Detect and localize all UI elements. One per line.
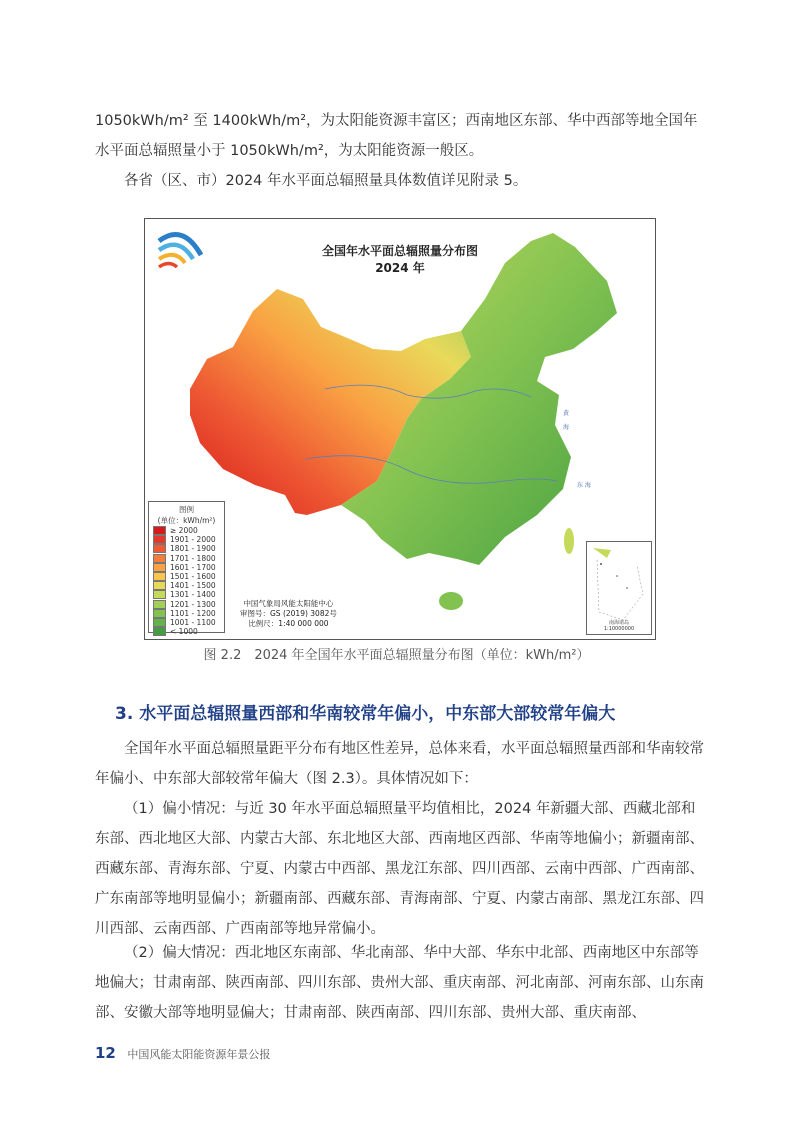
legend-item: [149, 600, 224, 609]
legend-swatch: [153, 618, 166, 627]
section-paragraph-3: （2）偏大情况：西北地区东南部、华北南部、华中大部、华东中北部、西南地区中东部等地偏大；甘肃南部、陕西南部、四川东部、贵州大部、重庆南部、河北南部、河南东部、山东南部、安徽大部等地明显偏大；甘肃南部、陕西南部、四川东部、贵州大部、重庆南部、: [95, 945, 704, 1021]
legend-swatch: [153, 572, 166, 581]
page-footer: [95, 1044, 270, 1062]
legend-label: 1301 - 1400: [170, 590, 216, 600]
svg-text:海: 海: [563, 424, 570, 431]
legend-label: 1401 - 1500: [170, 581, 216, 591]
legend-label: 1101 - 1200: [170, 608, 216, 618]
legend-item: [149, 544, 224, 553]
section-heading: 3. 水平面总辐照量西部和华南较常年偏小，中东部大部较常年偏大: [115, 704, 616, 724]
legend-label: 1001 - 1100: [170, 617, 216, 627]
legend-swatch: [153, 535, 166, 544]
legend-item: [149, 554, 224, 563]
section-paragraph-2: （1）偏小情况：与近 30 年水平面总辐照量平均值相比，2024 年新疆大部、西藏北部和东部、西北地区大部、内蒙古大部、东北地区大部、西南地区西部、华南等地偏小；新疆南部、西藏东部、青海东部、宁夏、内蒙古中西部、黑龙江东部、四川西部、云南中西部、广西南部、广东南部等地明显偏小；新疆南部、西藏东部、青海南部、宁夏、内蒙古南部、黑龙江东部、四川西部、云南西部、广西南部等地异常偏小。: [95, 801, 704, 937]
legend-label: < 1000: [170, 627, 198, 637]
legend-label: 1601 - 1700: [170, 562, 216, 572]
legend-swatch: [153, 590, 166, 599]
page-number: 12: [95, 1044, 116, 1062]
map-credit: [240, 599, 337, 629]
solar-map-figure: [144, 218, 656, 640]
legend-item: [149, 581, 224, 590]
legend-swatch: [153, 563, 166, 572]
legend-item: [149, 618, 224, 627]
legend-label: 1501 - 1600: [170, 572, 216, 582]
map-title: [145, 243, 655, 277]
credit-line1: 中国气象局风能太阳能中心: [243, 599, 334, 608]
legend-item: [149, 627, 224, 636]
legend-item: [149, 535, 224, 544]
legend-item: [149, 590, 224, 599]
legend-label: 1201 - 1300: [170, 599, 216, 609]
legend-swatch: [153, 581, 166, 590]
legend-item: [149, 609, 224, 618]
intro-paragraph-2: 各省（区、市）2024 年水平面总辐照量具体数值详见附录 5。: [124, 173, 528, 189]
legend-swatch: [153, 609, 166, 618]
map-legend: [148, 501, 225, 637]
legend-title: 图例: [179, 505, 194, 514]
inset-label: 南海诸岛: [608, 620, 629, 626]
footer-title: 中国风能太阳能资源年景公报: [127, 1048, 271, 1061]
credit-line2: 审图号：GS (2019) 3082号: [240, 609, 337, 618]
svg-text:东 海: 东 海: [577, 482, 591, 489]
intro-paragraph-1: 1050kWh/m² 至 1400kWh/m²，为太阳能资源丰富区；西南地区东部、华中西部等地全国年水平面总辐照量小于 1050kWh/m²，为太阳能资源一般区。: [95, 113, 698, 159]
legend-swatch: [153, 600, 166, 609]
legend-item: [149, 563, 224, 572]
legend-item: [149, 526, 224, 535]
south-china-sea-inset: [586, 541, 652, 635]
legend-label: 1701 - 1800: [170, 553, 216, 563]
legend-swatch: [153, 554, 166, 563]
legend-item: [149, 572, 224, 581]
inset-scale: 1:10000000: [603, 626, 635, 632]
svg-text:黄: 黄: [563, 410, 570, 417]
legend-label: 1901 - 2000: [170, 535, 216, 545]
map-title-line1: 全国年水平面总辐照量分布图: [321, 244, 478, 258]
legend-swatch: [153, 627, 166, 636]
legend-swatch: [153, 526, 166, 535]
figure-caption: 图 2.2 2024 年全国年水平面总辐照量分布图（单位：kWh/m²）: [203, 648, 590, 663]
legend-swatch: [153, 544, 166, 553]
map-title-line2: 2024 年: [375, 261, 425, 275]
section-paragraph-1: 全国年水平面总辐照量距平分布有地区性差异，总体来看，水平面总辐照量西部和华南较常年偏小、中东部大部较常年偏大（图 2.3）。具体情况如下：: [95, 741, 704, 787]
legend-label: ≥ 2000: [170, 526, 198, 536]
legend-unit: (单位：kWh/m²): [157, 516, 216, 525]
legend-rows: [149, 526, 224, 636]
legend-label: 1801 - 1900: [170, 544, 216, 554]
credit-line3: 比例尺：1:40 000 000: [248, 619, 329, 628]
